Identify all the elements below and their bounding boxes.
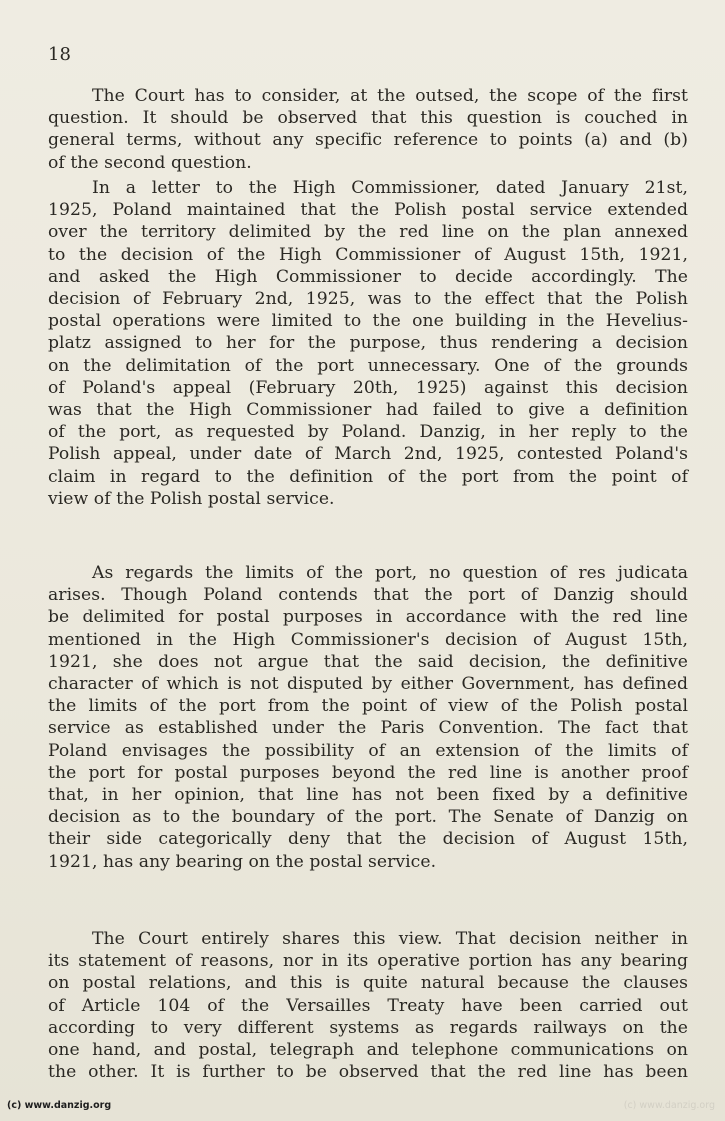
text-line: As regards the limits of the port, no question of res judicata — [92, 563, 688, 583]
text-line: to the decision of the High Commissioner of August 15th, 1921, — [48, 244, 688, 265]
text-line: 1921, has any bearing on the postal service. — [48, 851, 437, 872]
paragraph-4 — [48, 928, 688, 1083]
text-line: on the delimitation of the port unnecessary. One of the grounds — [48, 355, 688, 376]
text-line: Polish appeal, under date of March 2nd, 1925, contested Poland's — [48, 444, 688, 465]
text-line: be delimited for postal purposes in accordance with the red line — [48, 607, 688, 628]
text-line: the other. It is further to be observed that the red line has been — [48, 1062, 688, 1083]
text-line: decision of February 2nd, 1925, was to the effect that the Polish — [48, 289, 688, 310]
text-line: of Poland's appeal (February 20th, 1925) against this decision — [48, 377, 688, 398]
text-line: of Article 104 of the Versailles Treaty have been carried out — [48, 995, 688, 1016]
text-line: The Court entirely shares this view. That decision neither in — [92, 929, 688, 949]
paragraph-1 — [48, 85, 688, 174]
text-line: its statement of reasons, nor in its operative portion has any bearing — [48, 951, 688, 972]
text-line: according to very different systems as regards railways on the — [48, 1017, 688, 1038]
text-line: Poland envisages the possibility of an extension of the limits of — [48, 740, 688, 761]
text-line: their side categorically deny that the decision of August 15th, — [48, 829, 688, 850]
text-line: platz assigned to her for the purpose, thus rendering a decision — [48, 333, 688, 354]
text-line: on postal relations, and this is quite natural because the clauses — [48, 973, 688, 994]
text-line: the port for postal purposes beyond the red line is another proof — [48, 762, 688, 783]
text-line: character of which is not disputed by either Government, has defined — [48, 674, 688, 695]
text-line: claim in regard to the definition of the port from the point of — [48, 466, 688, 487]
page-number: 18 — [48, 44, 71, 65]
text-line: of the port, as requested by Poland. Danzig, in her reply to the — [48, 422, 688, 443]
text-line: and asked the High Commissioner to decide accordingly. The — [48, 266, 688, 287]
text-line: mentioned in the High Commissioner's decision of August 15th, — [48, 629, 688, 650]
paragraph-3 — [48, 562, 688, 873]
paragraph-2 — [48, 177, 688, 510]
footer-credit-left: (c) www.danzig.org — [7, 1100, 112, 1111]
text-line: of the second question. — [48, 152, 252, 173]
text-line: was that the High Commissioner had failed to give a definition — [48, 400, 688, 421]
text-line: view of the Polish postal service. — [48, 488, 335, 509]
text-line: decision as to the boundary of the port. The Senate of Danzig on — [48, 807, 688, 828]
text-line: service as established under the Paris Convention. The fact that — [48, 718, 688, 739]
text-line: The Court has to consider, at the outsed, the scope of the first — [92, 86, 688, 106]
text-line: that, in her opinion, that line has not been fixed by a definitive — [48, 785, 688, 806]
text-line: In a letter to the High Commissioner, dated January 21st, — [92, 178, 688, 198]
text-line: the limits of the port from the point of view of the Polish postal — [48, 696, 688, 717]
text-line: question. It should be observed that this question is couched in — [48, 108, 688, 129]
text-line: postal operations were limited to the one building in the Hevelius- — [48, 311, 688, 332]
text-line: over the territory delimited by the red line on the plan annexed — [48, 222, 688, 243]
text-line: one hand, and postal, telegraph and telephone communications on — [48, 1040, 688, 1061]
text-line: arises. Though Poland contends that the port of Danzig should — [48, 585, 688, 606]
text-line: 1925, Poland maintained that the Polish postal service extended — [48, 200, 688, 221]
footer-credit-right: (c) www.danzig.org — [623, 1100, 715, 1111]
text-line: general terms, without any specific reference to points (a) and (b) — [48, 130, 688, 151]
text-line: 1921, she does not argue that the said decision, the definitive — [48, 651, 688, 672]
